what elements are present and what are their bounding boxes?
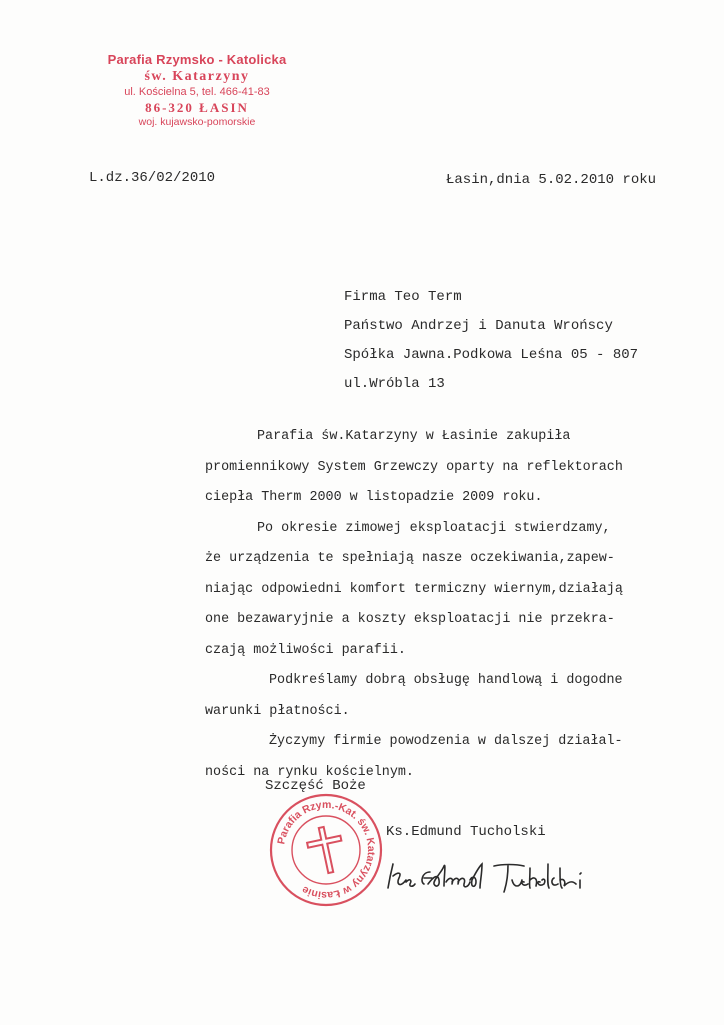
body-line: ności na rynku kościelnym. <box>205 764 414 780</box>
address-line: Spółka Jawna.Podkowa Leśna 05 - 807 <box>344 347 639 363</box>
body-line: czają możliwości parafii. <box>205 642 406 658</box>
letterhead-stamp <box>92 52 302 129</box>
parish-round-stamp <box>268 792 384 908</box>
body-line: ciepła Therm 2000 w listopadzie 2009 roku. <box>205 490 543 505</box>
body-line: że urządzenia te spełniają nasze oczekiwania,zapew- <box>205 551 615 566</box>
address-line: Firma Teo Term <box>344 289 462 305</box>
body-line: one bezawaryjnie a koszty eksploatacji nie przekra- <box>205 612 615 627</box>
letterhead-parish-name: Parafia Rzymsko - Katolicka <box>107 52 287 67</box>
body-line: Życzymy firmie powodzenia w dalszej działal- <box>269 734 623 749</box>
body-line: Parafia św.Katarzyny w Łasinie zakupiła <box>257 429 571 444</box>
letterhead-saint: św. Katarzyny <box>144 68 250 84</box>
body-line: warunki płatności. <box>205 703 350 719</box>
handwritten-signature <box>384 858 594 898</box>
signer-name: Ks.Edmund Tucholski <box>386 824 546 840</box>
body-line: promiennikowy System Grzewczy oparty na reflektorach <box>205 459 623 475</box>
address-line: Państwo Andrzej i Danuta Wrońscy <box>344 318 613 334</box>
address-line: ul.Wróbla 13 <box>344 376 445 392</box>
recipient-address <box>344 283 638 399</box>
letterhead-street: ul. Kościelna 5, tel. 466-41-83 <box>124 86 270 99</box>
stamp-text: Parafia Rzym.-Kat. św. Katarzyny w Łasinie <box>275 798 378 902</box>
body-line: Podkreślamy dobrą obsługę handlową i dogodne <box>269 673 623 688</box>
letterhead-postal: 86-320 ŁASIN <box>145 99 249 115</box>
cross-icon <box>303 823 348 877</box>
letter-body <box>205 422 623 788</box>
place-date: Łasin,dnia 5.02.2010 roku <box>446 172 657 188</box>
body-line: niając odpowiedni komfort termiczny wiernym,działają <box>205 581 623 597</box>
reference-number: L.dz.36/02/2010 <box>89 170 216 186</box>
body-line: Po okresie zimowej eksploatacji stwierdzamy, <box>257 520 611 536</box>
closing-greeting: Szczęść Boże <box>265 778 366 794</box>
letterhead-region: woj. kujawsko-pomorskie <box>138 116 256 129</box>
